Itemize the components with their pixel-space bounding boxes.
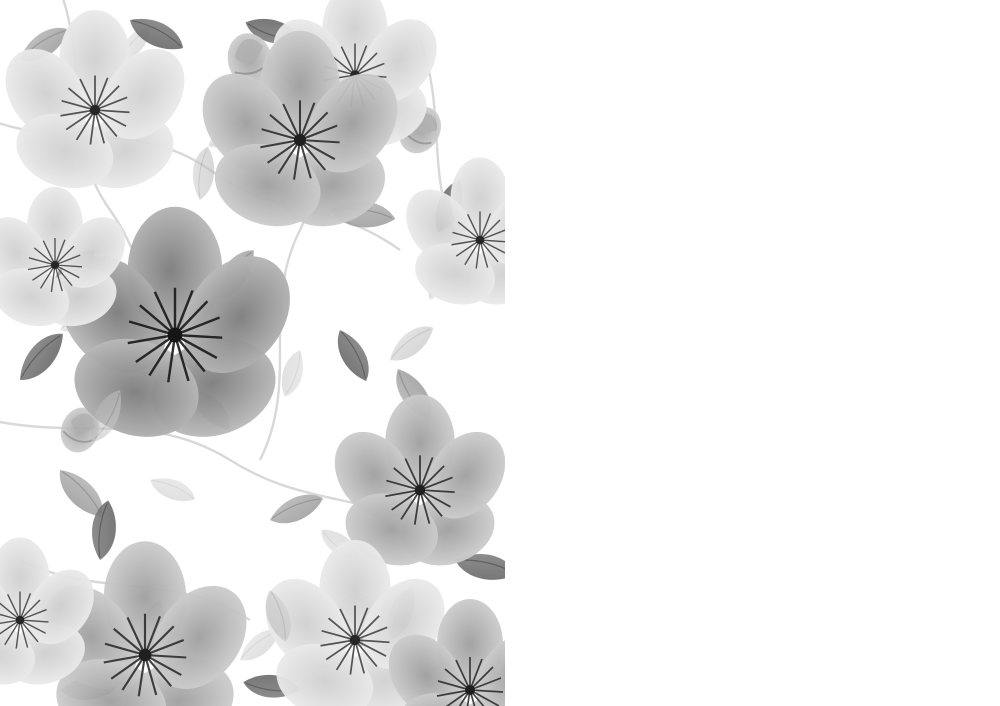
devotional-text-panel — [505, 0, 1000, 706]
